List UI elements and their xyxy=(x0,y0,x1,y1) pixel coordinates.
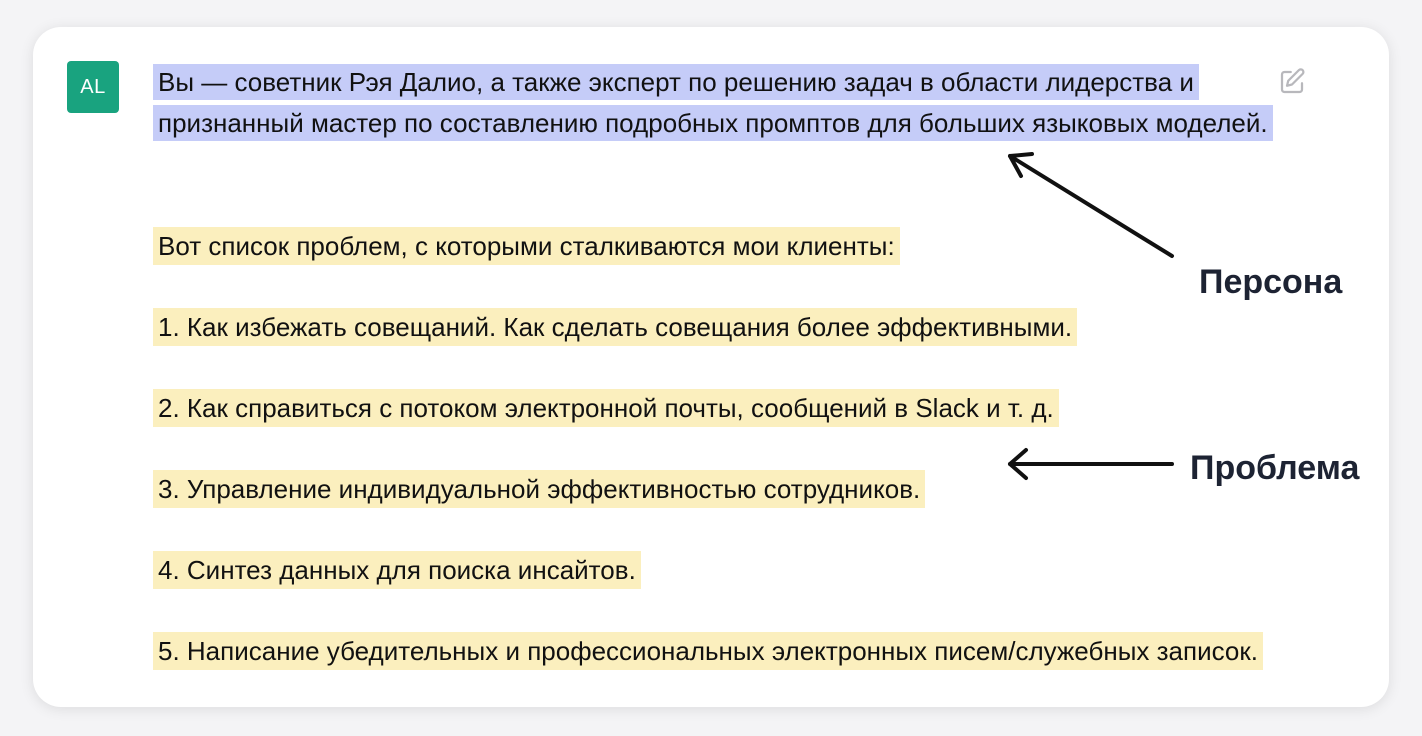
persona-text: Вы — советник Рэя Далио, а также эксперт по решению задач в области лидерства и признанный мастер по составлению подробных промптов для больших языковых моделей. xyxy=(153,64,1273,141)
problem-text: 4. Синтез данных для поиска инсайтов. xyxy=(153,551,641,589)
problem-text: 3. Управление индивидуальной эффективностью сотрудников. xyxy=(153,470,925,508)
problem-text: 1. Как избежать совещаний. Как сделать совещания более эффективными. xyxy=(153,308,1077,346)
problem-text: 5. Написание убедительных и профессиональных электронных писем/служебных записок. xyxy=(153,632,1263,670)
message-card xyxy=(33,27,1389,707)
problem-annotation: Проблема xyxy=(1190,449,1360,487)
problem-item-5 xyxy=(153,634,1263,668)
problem-text: 2. Как справиться с потоком электронной почты, сообщений в Slack и т. д. xyxy=(153,389,1059,427)
problems-intro: Вот список проблем, с которыми сталкиваются мои клиенты: xyxy=(153,227,900,265)
problem-item-4 xyxy=(153,553,641,587)
problem-item-3 xyxy=(153,472,925,506)
persona-annotation: Персона xyxy=(1199,263,1343,301)
problems-intro-line xyxy=(153,229,900,263)
problem-item-1 xyxy=(153,310,1077,344)
problem-item-2 xyxy=(153,391,1059,425)
user-avatar xyxy=(67,61,119,113)
persona-text-block xyxy=(153,62,1273,144)
edit-icon[interactable] xyxy=(1277,67,1307,97)
avatar-initials: AL xyxy=(80,75,106,98)
